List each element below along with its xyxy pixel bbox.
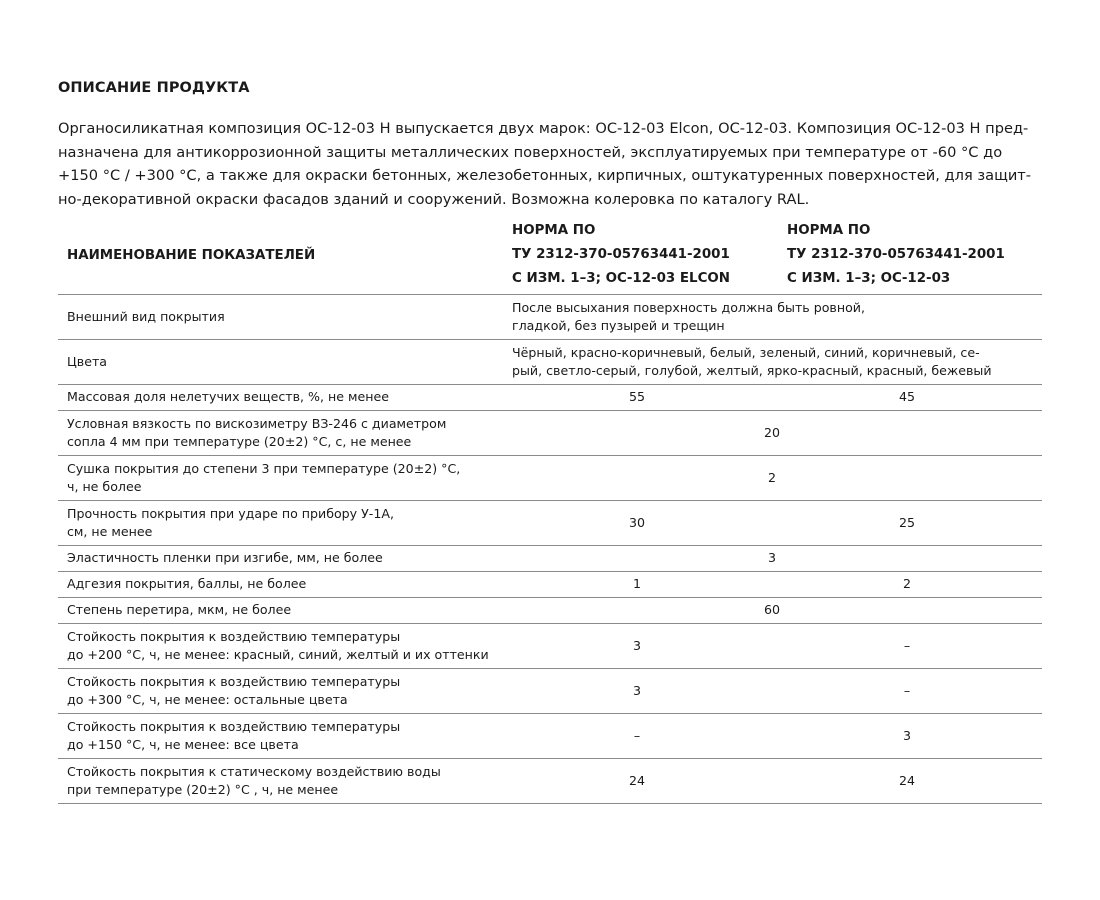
- table-row: [58, 597, 1042, 623]
- product-description: [58, 117, 1048, 211]
- name-line: Адгезия покрытия, баллы, не более: [67, 576, 307, 591]
- norm-value-common: 2: [767, 469, 777, 485]
- name-line: Стойкость покрытия к воздействию температуры: [67, 673, 401, 689]
- header-line: С ИЗМ. 1–3; ОС-12-03: [787, 271, 951, 287]
- header-line: С ИЗМ. 1–3; ОС-12-03 ELCON: [512, 271, 730, 287]
- norm-values: [512, 668, 1042, 713]
- table-row: [58, 571, 1042, 597]
- indicator-name: [58, 623, 512, 668]
- name-line: Внешний вид покрытия: [67, 308, 225, 324]
- indicator-name: [58, 545, 512, 571]
- indicator-name: [58, 758, 512, 803]
- header-line: НОРМА ПО: [787, 223, 871, 239]
- norm-value-common: 20: [763, 424, 781, 440]
- header-line: НОРМА ПО: [512, 223, 596, 239]
- name-line: при температуре (20±2) °С , ч, не менее: [67, 781, 339, 797]
- description-line: но-декоративной окраски фасадов зданий и сооружений. Возможна колеровка по каталогу RAL.: [58, 190, 810, 208]
- name-line: Цвета: [67, 353, 108, 369]
- norm-value-standard: 24: [898, 772, 916, 788]
- indicator-name: [58, 455, 512, 500]
- name-line: Стойкость покрытия к воздействию температуры: [67, 718, 401, 734]
- name-line: сопла 4 мм при температуре (20±2) °С, с, не менее: [67, 433, 412, 449]
- description-line: назначена для антикоррозионной защиты металлических поверхностей, эксплуатируемых при температуре от -60 °С до: [58, 143, 1003, 161]
- indicator-name: [58, 668, 512, 713]
- norm-values: [512, 410, 1042, 455]
- header-norm-standard: [787, 217, 1042, 294]
- norm-values: [512, 455, 1042, 500]
- indicator-name: [58, 597, 512, 623]
- table-row: [58, 623, 1042, 668]
- norm-text: [512, 294, 1042, 339]
- name-line: ч, не более: [67, 478, 142, 494]
- norm-value-standard: –: [903, 682, 911, 698]
- table-row: [58, 668, 1042, 713]
- table-row: [58, 500, 1042, 545]
- name-line: Сушка покрытия до степени 3 при температуре (20±2) °С,: [67, 460, 461, 476]
- name-line: Прочность покрытия при ударе по прибору У-1А,: [67, 505, 394, 521]
- norm-value-standard: –: [903, 637, 911, 653]
- description-line: Органосиликатная композиция ОС-12-03 Н выпускается двух марок: ОС-12-03 Elcon, ОС-12-03. Композиция ОС-12-03 Н пред-: [58, 120, 1029, 137]
- name-line: Стойкость покрытия к воздействию температуры: [67, 628, 401, 644]
- norm-value-common: 3: [767, 550, 777, 565]
- table-row: [58, 294, 1042, 339]
- indicator-name: [58, 410, 512, 455]
- name-line: до +200 °С, ч, не менее: красный, синий, желтый и их оттенки: [67, 646, 489, 662]
- name-line: см, не менее: [67, 523, 153, 539]
- indicator-name: [58, 500, 512, 545]
- header-norm-elcon: [512, 217, 787, 294]
- norm-text: [512, 339, 1042, 384]
- indicator-name: [58, 294, 512, 339]
- norm-values: [512, 500, 1042, 545]
- norm-values: [512, 713, 1042, 758]
- norm-value-elcon: 3: [632, 682, 642, 698]
- text-line: После высыхания поверхность должна быть ровной,: [512, 299, 865, 315]
- specifications-table: [58, 217, 1042, 804]
- norm-value-elcon: 3: [632, 637, 642, 653]
- norm-value-standard: 3: [902, 727, 912, 743]
- name-line: Степень перетира, мкм, не более: [67, 602, 292, 617]
- norm-values: [512, 571, 1042, 597]
- name-line: до +300 °С, ч, не менее: остальные цвета: [67, 691, 348, 707]
- section-title: ОПИСАНИЕ ПРОДУКТА: [58, 80, 250, 96]
- name-line: Массовая доля нелетучих веществ, %, не менее: [67, 389, 389, 404]
- table-row: [58, 758, 1042, 803]
- description-line: +150 °С / +300 °С, а также для окраски бетонных, железобетонных, кирпичных, оштукатуренных поверхностей, для защит-: [58, 167, 1032, 184]
- norm-values: [512, 623, 1042, 668]
- table-row: [58, 545, 1042, 571]
- norm-values: [512, 545, 1042, 571]
- norm-value-standard: 45: [898, 389, 916, 404]
- norm-value-elcon: 24: [628, 772, 646, 788]
- indicator-name: [58, 384, 512, 410]
- table-row: [58, 455, 1042, 500]
- norm-value-elcon: –: [633, 727, 641, 743]
- header-line: ТУ 2312-370-05763441-2001: [787, 247, 1005, 263]
- header-line: ТУ 2312-370-05763441-2001: [512, 247, 730, 263]
- name-line: Стойкость покрытия к статическому воздействию воды: [67, 763, 441, 779]
- table-row: [58, 713, 1042, 758]
- indicator-name: [58, 713, 512, 758]
- norm-value-elcon: 1: [632, 576, 642, 591]
- name-line: до +150 °С, ч, не менее: все цвета: [67, 736, 299, 752]
- name-line: Условная вязкость по вискозиметру ВЗ-246 с диаметром: [67, 415, 447, 431]
- header-indicator-name: НАИМЕНОВАНИЕ ПОКАЗАТЕЛЕЙ: [67, 247, 316, 263]
- table-row: [58, 384, 1042, 410]
- indicator-name: [58, 339, 512, 384]
- norm-value-elcon: 30: [628, 514, 646, 530]
- indicator-name: [58, 571, 512, 597]
- norm-values: [512, 758, 1042, 803]
- text-line: Чёрный, красно-коричневый, белый, зеленый, синий, коричневый, се-: [512, 344, 980, 360]
- table-header-row: [58, 217, 1042, 294]
- norm-value-standard: 2: [902, 576, 912, 591]
- norm-value-standard: 25: [898, 514, 916, 530]
- name-line: Эластичность пленки при изгибе, мм, не более: [67, 550, 383, 565]
- table-row: [58, 410, 1042, 455]
- norm-value-elcon: 55: [628, 389, 646, 404]
- norm-values: [512, 384, 1042, 410]
- text-line: рый, светло-серый, голубой, желтый, ярко-красный, красный, бежевый: [512, 362, 992, 378]
- norm-value-common: 60: [763, 602, 781, 617]
- table-row: [58, 339, 1042, 384]
- text-line: гладкой, без пузырей и трещин: [512, 317, 725, 333]
- norm-values: [512, 597, 1042, 623]
